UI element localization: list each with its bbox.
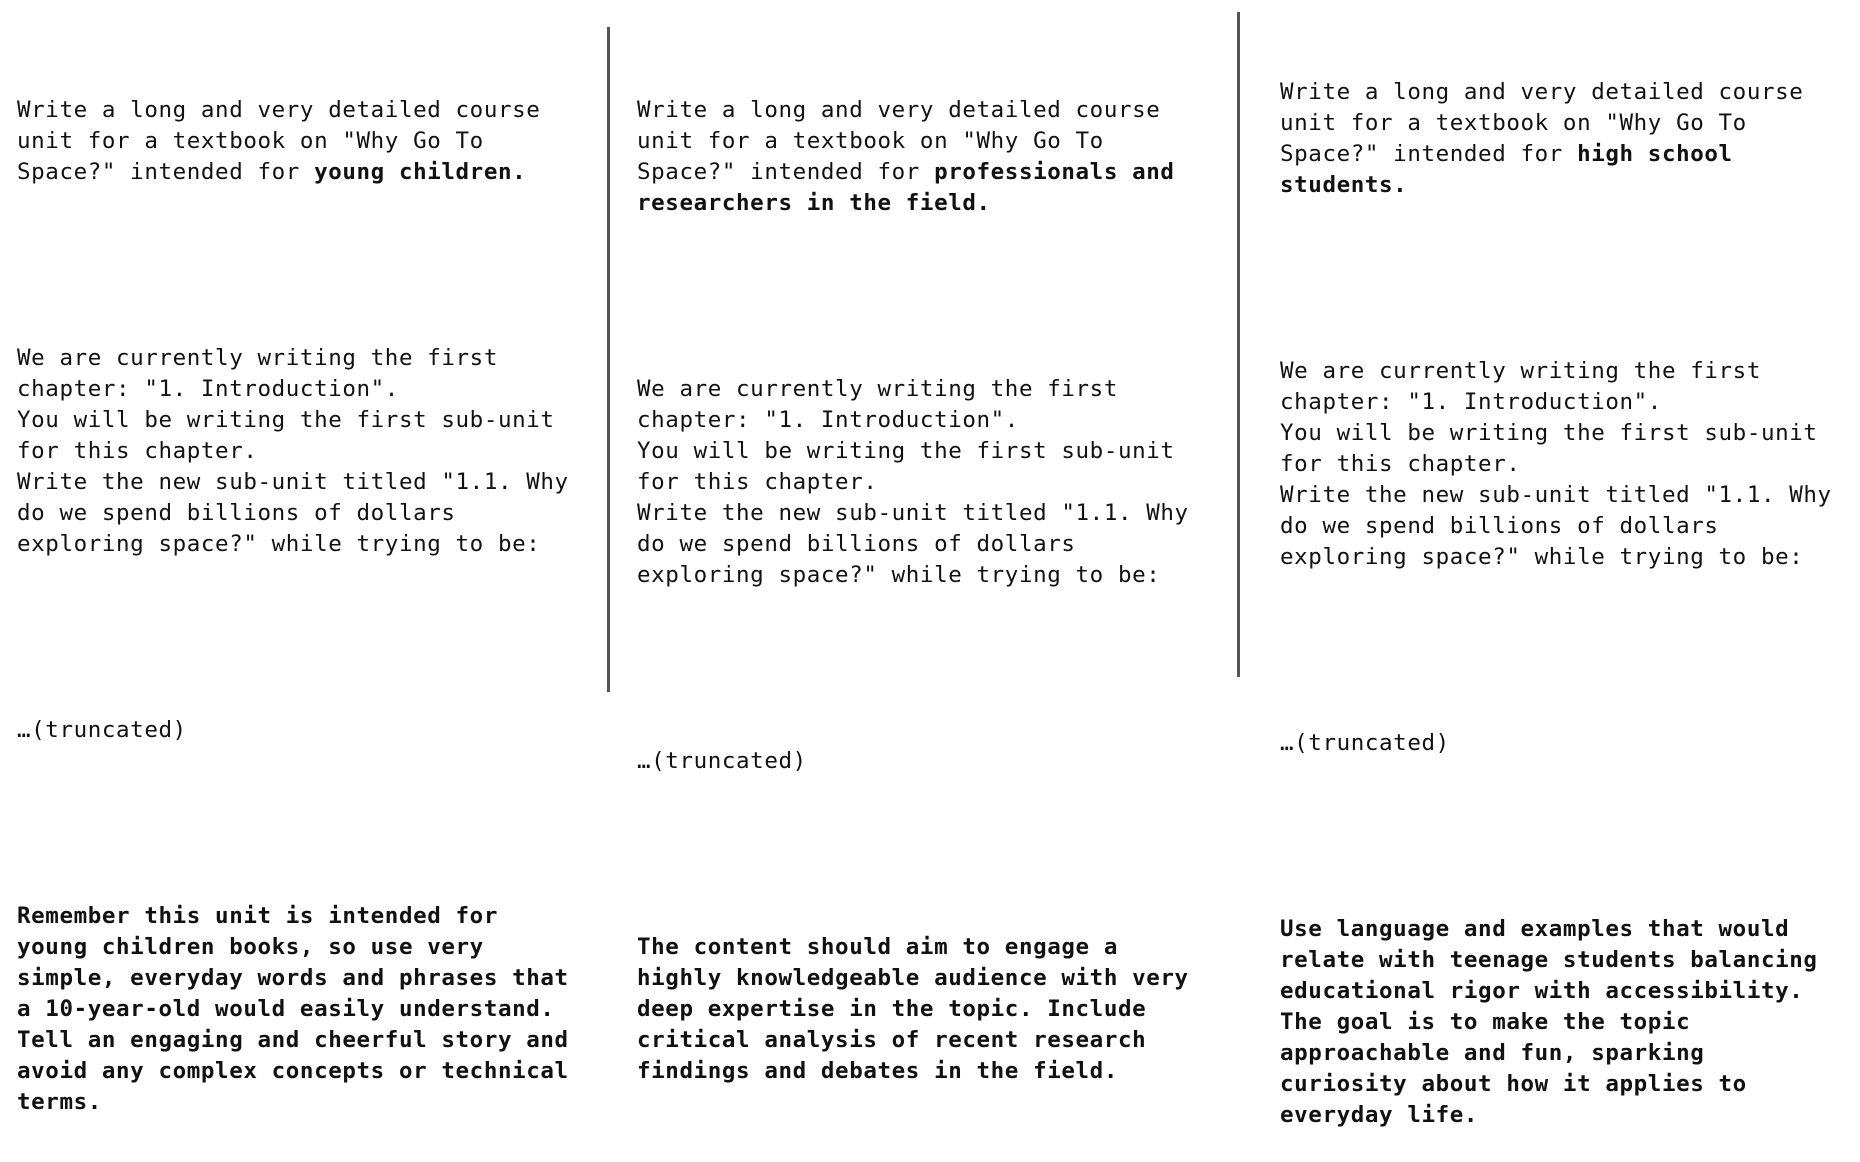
audience-text: high school students.	[1280, 141, 1733, 198]
intro-text: Write a long and very detailed course unit for a textbook on "Why Go To Space?" intended for	[1280, 79, 1804, 167]
guidance-paragraph: Use language and examples that would relate with teenage students balancing educational rigor with accessibility. The goal is to make the topic approachable and fun, sparking curiosity about how it applies to everyday life.	[1280, 916, 1818, 1128]
prompt-column-professionals	[637, 33, 1237, 1118]
instructions-paragraph: We are currently writing the first chapter: "1. Introduction". You will be writing the first sub-unit for this chapter. Write the new sub-unit titled "1.1. Why do we spend billions of dollars exploring space?" while trying to be:	[637, 376, 1189, 588]
intro-paragraph	[17, 95, 607, 188]
instructions-paragraph: We are currently writing the first chapter: "1. Introduction". You will be writing the first sub-unit for this chapter. Write the new sub-unit titled "1.1. Why do we spend billions of dollars exploring space?" while trying to be:	[17, 345, 569, 557]
instructions-paragraph: We are currently writing the first chapter: "1. Introduction". You will be writing the first sub-unit for this chapter. Write the new sub-unit titled "1.1. Why do we spend billions of dollars exploring space?" while trying to be:	[1280, 358, 1832, 570]
guidance-paragraph: Remember this unit is intended for young children books, so use very simple, everyday words and phrases that a 10-year-old would easily understand. Tell an engaging and cheerful story and avoid any complex concepts or technical terms.	[17, 903, 569, 1115]
prompt-column-high-school	[1280, 15, 1860, 1162]
intro-text: Write a long and very detailed course unit for a textbook on "Why Go To Space?" intended for	[17, 97, 541, 185]
intro-text: Write a long and very detailed course unit for a textbook on "Why Go To Space?" intended for	[637, 97, 1161, 185]
truncated-marker: …(truncated)	[17, 717, 187, 743]
intro-paragraph	[637, 95, 1237, 219]
column-divider	[607, 27, 610, 692]
audience-text: young children.	[314, 159, 527, 185]
prompt-column-young-children	[17, 33, 607, 1149]
truncated-marker: …(truncated)	[1280, 730, 1450, 756]
truncated-marker: …(truncated)	[637, 748, 807, 774]
audience-text: professionals and researchers in the field.	[637, 159, 1175, 216]
column-divider	[1237, 12, 1240, 677]
guidance-paragraph: The content should aim to engage a highly knowledgeable audience with very deep expertise in the topic. Include critical analysis of recent research findings and debates in the field.	[637, 934, 1189, 1084]
intro-paragraph	[1280, 77, 1860, 201]
